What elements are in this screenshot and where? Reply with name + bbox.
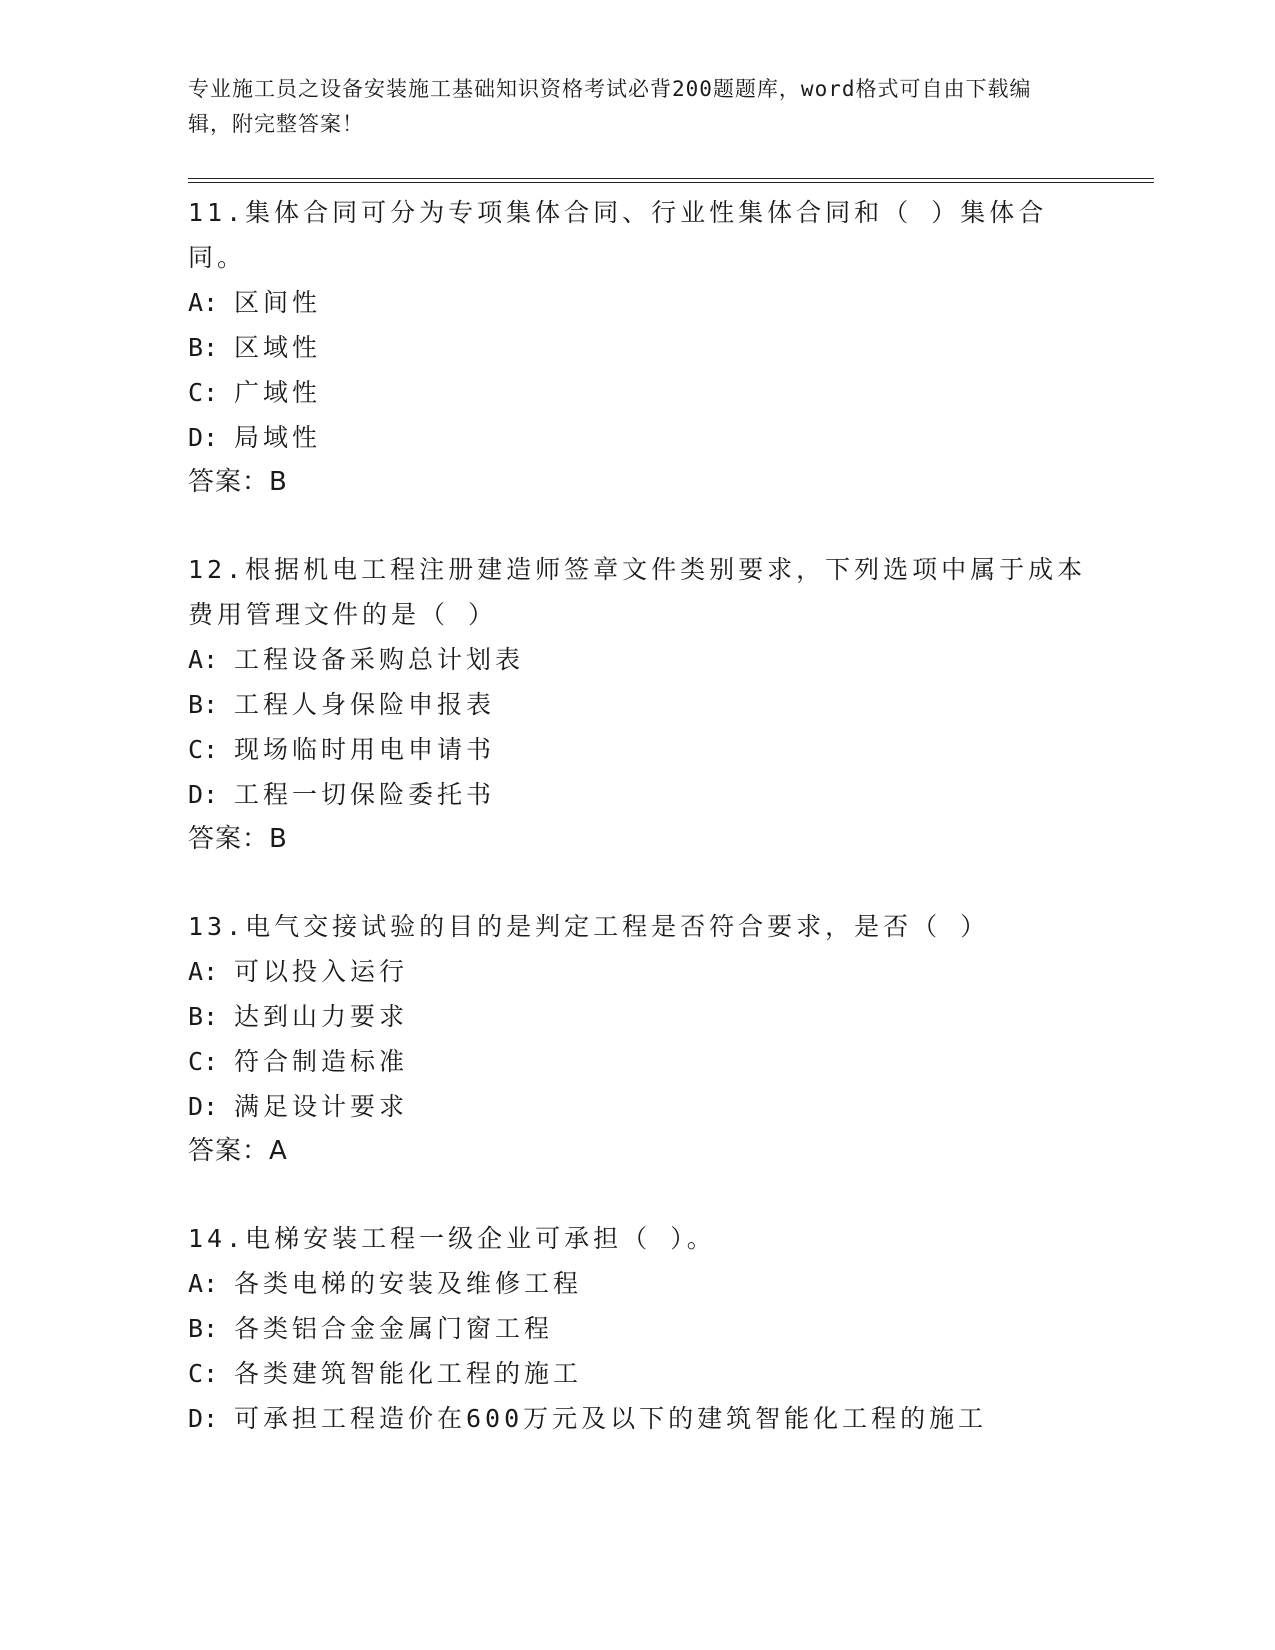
question-list — [188, 190, 1088, 1483]
question-12 — [188, 547, 1088, 862]
option-letter: A: — [188, 1269, 219, 1298]
option-text: 可以投入运行 — [234, 957, 409, 986]
option-letter: B: — [188, 1314, 219, 1343]
option-letter: A: — [188, 957, 219, 986]
option-text: 区域性 — [234, 333, 322, 362]
answer-line: 答案：A — [188, 1136, 288, 1166]
option-text: 符合制造标准 — [234, 1047, 409, 1076]
option-letter: C: — [188, 1047, 219, 1076]
option-b — [188, 325, 1088, 370]
option-d — [188, 772, 1088, 817]
option-a — [188, 280, 1088, 325]
option-letter: D: — [188, 1404, 219, 1433]
option-text: 满足设计要求 — [234, 1092, 409, 1121]
option-letter: D: — [188, 1092, 219, 1121]
option-letter: D: — [188, 780, 219, 809]
option-letter: B: — [188, 333, 219, 362]
option-text: 广域性 — [234, 378, 322, 407]
option-letter: C: — [188, 378, 219, 407]
answer-line: 答案：B — [188, 824, 288, 854]
question-13 — [188, 904, 1088, 1174]
option-b — [188, 994, 1088, 1039]
option-letter: B: — [188, 690, 219, 719]
option-letter: C: — [188, 735, 219, 764]
option-letter: A: — [188, 288, 219, 317]
answer-line: 答案：B — [188, 467, 288, 497]
option-text: 区间性 — [234, 288, 322, 317]
option-text: 达到山力要求 — [234, 1002, 409, 1031]
option-d — [188, 1396, 1088, 1441]
option-text: 各类电梯的安装及维修工程 — [234, 1269, 583, 1298]
option-letter: D: — [188, 423, 219, 452]
option-text: 工程一切保险委托书 — [234, 780, 496, 809]
question-11 — [188, 190, 1088, 505]
option-b — [188, 682, 1088, 727]
question-stem: 12.根据机电工程注册建造师签章文件类别要求，下列选项中属于成本费用管理文件的是（ ） — [188, 555, 1087, 629]
option-text: 各类铝合金金属门窗工程 — [234, 1314, 554, 1343]
option-a — [188, 637, 1088, 682]
question-stem: 11.集体合同可分为专项集体合同、行业性集体合同和（ ）集体合同。 — [188, 198, 1048, 272]
option-c — [188, 370, 1088, 415]
option-c — [188, 1039, 1088, 1084]
option-text: 局域性 — [234, 423, 322, 452]
option-letter: A: — [188, 645, 219, 674]
option-d — [188, 1084, 1088, 1129]
question-stem: 14.电梯安装工程一级企业可承担（ ）。 — [188, 1224, 716, 1253]
option-a — [188, 949, 1088, 994]
header-divider — [188, 178, 1154, 183]
option-c — [188, 727, 1088, 772]
option-text: 工程设备采购总计划表 — [234, 645, 525, 674]
option-text: 工程人身保险申报表 — [234, 690, 496, 719]
option-text: 各类建筑智能化工程的施工 — [234, 1359, 583, 1388]
option-c — [188, 1351, 1088, 1396]
document-header: 专业施工员之设备安装施工基础知识资格考试必背200题题库，word格式可自由下载编辑，附完整答案！ — [188, 77, 1032, 136]
option-text: 现场临时用电申请书 — [234, 735, 496, 764]
question-stem: 13.电气交接试验的目的是判定工程是否符合要求，是否（ ） — [188, 912, 990, 941]
option-a — [188, 1261, 1088, 1306]
option-b — [188, 1306, 1088, 1351]
option-d — [188, 415, 1088, 460]
question-14 — [188, 1216, 1088, 1441]
option-letter: C: — [188, 1359, 219, 1388]
option-text: 可承担工程造价在600万元及以下的建筑智能化工程的施工 — [234, 1404, 988, 1433]
option-letter: B: — [188, 1002, 219, 1031]
